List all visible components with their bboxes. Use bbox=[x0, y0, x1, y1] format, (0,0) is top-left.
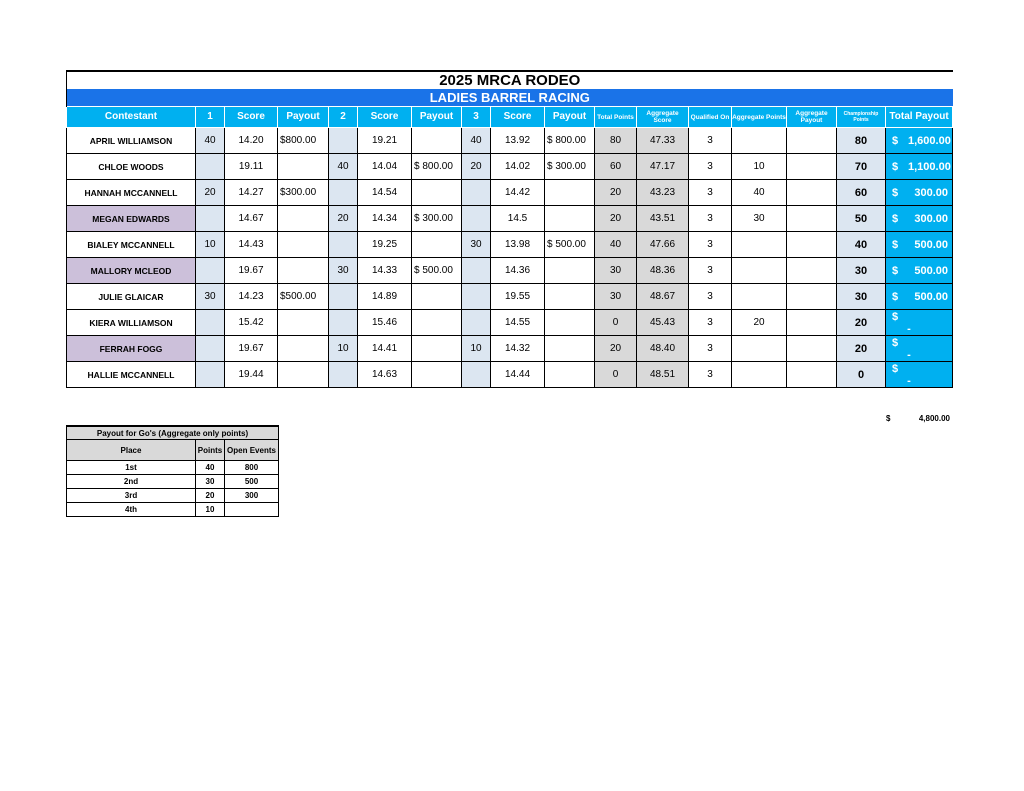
cell-apay bbox=[787, 128, 837, 154]
cell-pay1: $500.00 bbox=[278, 284, 329, 310]
cell-agg: 48.67 bbox=[637, 284, 689, 310]
total-amount: 300.00 bbox=[914, 186, 948, 199]
cell-s2: 14.63 bbox=[358, 362, 412, 388]
cell-tp: 0 bbox=[595, 362, 637, 388]
cell-s3: 13.98 bbox=[491, 232, 545, 258]
cell-q: 3 bbox=[689, 128, 732, 154]
cell-pay2 bbox=[412, 284, 462, 310]
cell-s1: 14.23 bbox=[225, 284, 278, 310]
table-row bbox=[67, 128, 953, 154]
cell-p3: 10 bbox=[462, 336, 491, 362]
col-header-total-points: Total Points bbox=[595, 107, 637, 128]
payout-cell-place: 3rd bbox=[67, 489, 196, 503]
payout-cell-open: 500 bbox=[225, 475, 279, 489]
cell-pay3 bbox=[545, 206, 595, 232]
cell-total-payout bbox=[886, 180, 953, 206]
table-row bbox=[67, 180, 953, 206]
cell-total-payout bbox=[886, 362, 953, 388]
cell-p1 bbox=[196, 154, 225, 180]
cell-p1 bbox=[196, 336, 225, 362]
cell-s3: 14.55 bbox=[491, 310, 545, 336]
total-amount: - bbox=[907, 322, 911, 335]
cell-q: 3 bbox=[689, 336, 732, 362]
payout-cell-open bbox=[225, 503, 279, 517]
col-header-qualified-on: Qualified On bbox=[689, 107, 732, 128]
table-row bbox=[67, 232, 953, 258]
cell-total-payout bbox=[886, 336, 953, 362]
cell-s2: 19.25 bbox=[358, 232, 412, 258]
cell-ap: 40 bbox=[732, 180, 787, 206]
total-currency: $ bbox=[892, 134, 899, 147]
cell-pay2: $ 500.00 bbox=[412, 258, 462, 284]
payout-cell-points: 20 bbox=[196, 489, 225, 503]
grand-total-amount: 4,800.00 bbox=[918, 414, 950, 423]
cell-pay1 bbox=[278, 258, 329, 284]
cell-pay2 bbox=[412, 362, 462, 388]
cell-p2: 20 bbox=[329, 206, 358, 232]
col-header-payout1: Payout bbox=[278, 107, 329, 128]
cell-agg: 43.51 bbox=[637, 206, 689, 232]
cell-apay bbox=[787, 336, 837, 362]
payout-header-points: Points bbox=[196, 440, 225, 461]
total-currency: $ bbox=[892, 160, 899, 173]
cell-ap: 10 bbox=[732, 154, 787, 180]
cell-p3: 20 bbox=[462, 154, 491, 180]
cell-s1: 15.42 bbox=[225, 310, 278, 336]
cell-pay3: $ 300.00 bbox=[545, 154, 595, 180]
payout-header-open-events: Open Events bbox=[225, 440, 279, 461]
payout-table bbox=[66, 425, 279, 517]
payout-cell-place: 4th bbox=[67, 503, 196, 517]
cell-s2: 14.34 bbox=[358, 206, 412, 232]
col-header-aggregate-points: Aggregate Points bbox=[732, 107, 787, 128]
cell-s2: 15.46 bbox=[358, 310, 412, 336]
cell-tp: 20 bbox=[595, 180, 637, 206]
cell-pay3 bbox=[545, 180, 595, 206]
cell-name: CHLOE WOODS bbox=[67, 154, 196, 180]
cell-cp: 0 bbox=[837, 362, 886, 388]
cell-agg: 48.51 bbox=[637, 362, 689, 388]
cell-s1: 19.11 bbox=[225, 154, 278, 180]
cell-p2 bbox=[329, 232, 358, 258]
total-amount: - bbox=[907, 374, 911, 387]
table-row bbox=[67, 362, 953, 388]
results-body bbox=[67, 128, 953, 388]
cell-apay bbox=[787, 258, 837, 284]
cell-total-payout bbox=[886, 154, 953, 180]
cell-agg: 45.43 bbox=[637, 310, 689, 336]
table-row bbox=[67, 154, 953, 180]
cell-name: HANNAH MCCANNELL bbox=[67, 180, 196, 206]
total-currency: $ bbox=[892, 310, 899, 323]
payout-cell-points: 40 bbox=[196, 461, 225, 475]
cell-apay bbox=[787, 180, 837, 206]
cell-apay bbox=[787, 232, 837, 258]
cell-ap bbox=[732, 284, 787, 310]
payout-table-title: Payout for Go's (Aggregate only points) bbox=[67, 426, 279, 440]
col-header-go3: 3 bbox=[462, 107, 491, 128]
cell-pay1 bbox=[278, 336, 329, 362]
cell-q: 3 bbox=[689, 232, 732, 258]
table-row bbox=[67, 284, 953, 310]
cell-pay1 bbox=[278, 206, 329, 232]
cell-ap bbox=[732, 362, 787, 388]
cell-q: 3 bbox=[689, 362, 732, 388]
total-currency: $ bbox=[892, 290, 899, 303]
cell-pay3: $ 800.00 bbox=[545, 128, 595, 154]
col-header-aggregate-payout: Aggregate Payout bbox=[787, 107, 837, 128]
cell-ap bbox=[732, 336, 787, 362]
cell-pay3 bbox=[545, 284, 595, 310]
cell-p1: 20 bbox=[196, 180, 225, 206]
cell-q: 3 bbox=[689, 258, 732, 284]
cell-name: JULIE GLAICAR bbox=[67, 284, 196, 310]
payout-row bbox=[67, 461, 279, 475]
cell-apay bbox=[787, 362, 837, 388]
col-header-aggregate-score: Aggregate Score bbox=[637, 107, 689, 128]
cell-s2: 14.33 bbox=[358, 258, 412, 284]
cell-pay2 bbox=[412, 180, 462, 206]
cell-tp: 20 bbox=[595, 206, 637, 232]
cell-cp: 50 bbox=[837, 206, 886, 232]
cell-pay2 bbox=[412, 310, 462, 336]
cell-agg: 43.23 bbox=[637, 180, 689, 206]
cell-pay1: $800.00 bbox=[278, 128, 329, 154]
cell-q: 3 bbox=[689, 284, 732, 310]
cell-pay3: $ 500.00 bbox=[545, 232, 595, 258]
cell-name: FERRAH FOGG bbox=[67, 336, 196, 362]
col-header-score3: Score bbox=[491, 107, 545, 128]
cell-total-payout bbox=[886, 284, 953, 310]
col-header-payout3: Payout bbox=[545, 107, 595, 128]
total-currency: $ bbox=[892, 212, 899, 225]
cell-q: 3 bbox=[689, 206, 732, 232]
cell-total-payout bbox=[886, 232, 953, 258]
cell-p3 bbox=[462, 284, 491, 310]
grand-total-currency: $ bbox=[886, 414, 891, 423]
cell-apay bbox=[787, 154, 837, 180]
cell-cp: 30 bbox=[837, 258, 886, 284]
total-amount: 500.00 bbox=[914, 290, 948, 303]
payout-header-place: Place bbox=[67, 440, 196, 461]
cell-pay1 bbox=[278, 362, 329, 388]
cell-pay2 bbox=[412, 128, 462, 154]
cell-p3 bbox=[462, 310, 491, 336]
cell-s3: 14.02 bbox=[491, 154, 545, 180]
cell-q: 3 bbox=[689, 180, 732, 206]
cell-p1 bbox=[196, 362, 225, 388]
total-amount: 500.00 bbox=[914, 264, 948, 277]
results-table bbox=[66, 70, 953, 388]
cell-tp: 20 bbox=[595, 336, 637, 362]
cell-tp: 30 bbox=[595, 284, 637, 310]
cell-cp: 20 bbox=[837, 336, 886, 362]
table-row bbox=[67, 336, 953, 362]
payout-cell-place: 2nd bbox=[67, 475, 196, 489]
cell-tp: 60 bbox=[595, 154, 637, 180]
cell-agg: 48.36 bbox=[637, 258, 689, 284]
cell-cp: 30 bbox=[837, 284, 886, 310]
cell-name: KIERA WILLIAMSON bbox=[67, 310, 196, 336]
event-title: LADIES BARREL RACING bbox=[67, 89, 953, 107]
payout-cell-open: 300 bbox=[225, 489, 279, 503]
payout-cell-open: 800 bbox=[225, 461, 279, 475]
cell-s2: 14.89 bbox=[358, 284, 412, 310]
cell-total-payout bbox=[886, 128, 953, 154]
cell-tp: 40 bbox=[595, 232, 637, 258]
table-row bbox=[67, 310, 953, 336]
cell-pay2: $ 800.00 bbox=[412, 154, 462, 180]
cell-p1 bbox=[196, 206, 225, 232]
payout-row bbox=[67, 503, 279, 517]
cell-pay3 bbox=[545, 336, 595, 362]
cell-pay2 bbox=[412, 232, 462, 258]
cell-pay3 bbox=[545, 362, 595, 388]
col-header-go1: 1 bbox=[196, 107, 225, 128]
total-amount: 1,100.00 bbox=[908, 160, 951, 173]
cell-tp: 0 bbox=[595, 310, 637, 336]
cell-ap: 30 bbox=[732, 206, 787, 232]
cell-ap bbox=[732, 258, 787, 284]
col-header-score1: Score bbox=[225, 107, 278, 128]
cell-name: MALLORY MCLEOD bbox=[67, 258, 196, 284]
table-row bbox=[67, 206, 953, 232]
column-header-row bbox=[67, 107, 953, 128]
cell-s1: 14.43 bbox=[225, 232, 278, 258]
page-title: 2025 MRCA RODEO bbox=[67, 71, 953, 89]
cell-s1: 14.20 bbox=[225, 128, 278, 154]
total-currency: $ bbox=[892, 362, 899, 375]
cell-name: MEGAN EDWARDS bbox=[67, 206, 196, 232]
cell-s2: 14.54 bbox=[358, 180, 412, 206]
cell-pay1 bbox=[278, 154, 329, 180]
cell-total-payout bbox=[886, 258, 953, 284]
cell-pay3 bbox=[545, 258, 595, 284]
cell-ap bbox=[732, 128, 787, 154]
total-amount: 1,600.00 bbox=[908, 134, 951, 147]
cell-q: 3 bbox=[689, 310, 732, 336]
cell-tp: 30 bbox=[595, 258, 637, 284]
payout-row bbox=[67, 489, 279, 503]
cell-pay1: $300.00 bbox=[278, 180, 329, 206]
cell-p3 bbox=[462, 180, 491, 206]
cell-s1: 14.67 bbox=[225, 206, 278, 232]
cell-name: BIALEY MCCANNELL bbox=[67, 232, 196, 258]
cell-pay2: $ 300.00 bbox=[412, 206, 462, 232]
cell-p1 bbox=[196, 310, 225, 336]
cell-s1: 19.44 bbox=[225, 362, 278, 388]
cell-apay bbox=[787, 310, 837, 336]
payout-body bbox=[67, 461, 279, 517]
cell-pay1 bbox=[278, 232, 329, 258]
cell-cp: 20 bbox=[837, 310, 886, 336]
total-currency: $ bbox=[892, 238, 899, 251]
cell-p3 bbox=[462, 362, 491, 388]
cell-s3: 19.55 bbox=[491, 284, 545, 310]
total-amount: 300.00 bbox=[914, 212, 948, 225]
cell-s3: 14.5 bbox=[491, 206, 545, 232]
payout-cell-points: 10 bbox=[196, 503, 225, 517]
cell-p3 bbox=[462, 258, 491, 284]
cell-s3: 13.92 bbox=[491, 128, 545, 154]
payout-cell-points: 30 bbox=[196, 475, 225, 489]
cell-agg: 47.66 bbox=[637, 232, 689, 258]
cell-p2 bbox=[329, 284, 358, 310]
total-currency: $ bbox=[892, 336, 899, 349]
cell-p2: 40 bbox=[329, 154, 358, 180]
payout-row bbox=[67, 475, 279, 489]
cell-s1: 19.67 bbox=[225, 258, 278, 284]
cell-s3: 14.36 bbox=[491, 258, 545, 284]
cell-apay bbox=[787, 284, 837, 310]
col-header-payout2: Payout bbox=[412, 107, 462, 128]
col-header-total-payout: Total Payout bbox=[886, 107, 953, 128]
cell-cp: 70 bbox=[837, 154, 886, 180]
cell-s2: 14.41 bbox=[358, 336, 412, 362]
cell-p3 bbox=[462, 206, 491, 232]
cell-name: APRIL WILLIAMSON bbox=[67, 128, 196, 154]
cell-pay3 bbox=[545, 310, 595, 336]
total-amount: 500.00 bbox=[914, 238, 948, 251]
cell-pay1 bbox=[278, 310, 329, 336]
cell-q: 3 bbox=[689, 154, 732, 180]
cell-total-payout bbox=[886, 310, 953, 336]
payout-cell-place: 1st bbox=[67, 461, 196, 475]
cell-pay2 bbox=[412, 336, 462, 362]
table-row bbox=[67, 258, 953, 284]
cell-s3: 14.44 bbox=[491, 362, 545, 388]
cell-p2 bbox=[329, 180, 358, 206]
cell-p1 bbox=[196, 258, 225, 284]
cell-cp: 60 bbox=[837, 180, 886, 206]
cell-p2: 10 bbox=[329, 336, 358, 362]
cell-name: HALLIE MCCANNELL bbox=[67, 362, 196, 388]
cell-p2 bbox=[329, 128, 358, 154]
cell-ap bbox=[732, 232, 787, 258]
col-header-score2: Score bbox=[358, 107, 412, 128]
col-header-championship-points: Championship Points bbox=[837, 107, 886, 128]
cell-p3: 30 bbox=[462, 232, 491, 258]
cell-p2 bbox=[329, 362, 358, 388]
cell-s2: 14.04 bbox=[358, 154, 412, 180]
total-currency: $ bbox=[892, 264, 899, 277]
total-currency: $ bbox=[892, 186, 899, 199]
cell-p1: 30 bbox=[196, 284, 225, 310]
cell-p2 bbox=[329, 310, 358, 336]
cell-total-payout bbox=[886, 206, 953, 232]
cell-apay bbox=[787, 206, 837, 232]
cell-ap: 20 bbox=[732, 310, 787, 336]
cell-p1: 10 bbox=[196, 232, 225, 258]
total-amount: - bbox=[907, 348, 911, 361]
cell-p2: 30 bbox=[329, 258, 358, 284]
cell-cp: 40 bbox=[837, 232, 886, 258]
cell-cp: 80 bbox=[837, 128, 886, 154]
cell-s2: 19.21 bbox=[358, 128, 412, 154]
col-header-go2: 2 bbox=[329, 107, 358, 128]
cell-s1: 14.27 bbox=[225, 180, 278, 206]
cell-p3: 40 bbox=[462, 128, 491, 154]
cell-agg: 47.33 bbox=[637, 128, 689, 154]
cell-tp: 80 bbox=[595, 128, 637, 154]
cell-agg: 48.40 bbox=[637, 336, 689, 362]
cell-p1: 40 bbox=[196, 128, 225, 154]
cell-s3: 14.32 bbox=[491, 336, 545, 362]
col-header-contestant: Contestant bbox=[67, 107, 196, 128]
cell-agg: 47.17 bbox=[637, 154, 689, 180]
cell-s3: 14.42 bbox=[491, 180, 545, 206]
cell-s1: 19.67 bbox=[225, 336, 278, 362]
